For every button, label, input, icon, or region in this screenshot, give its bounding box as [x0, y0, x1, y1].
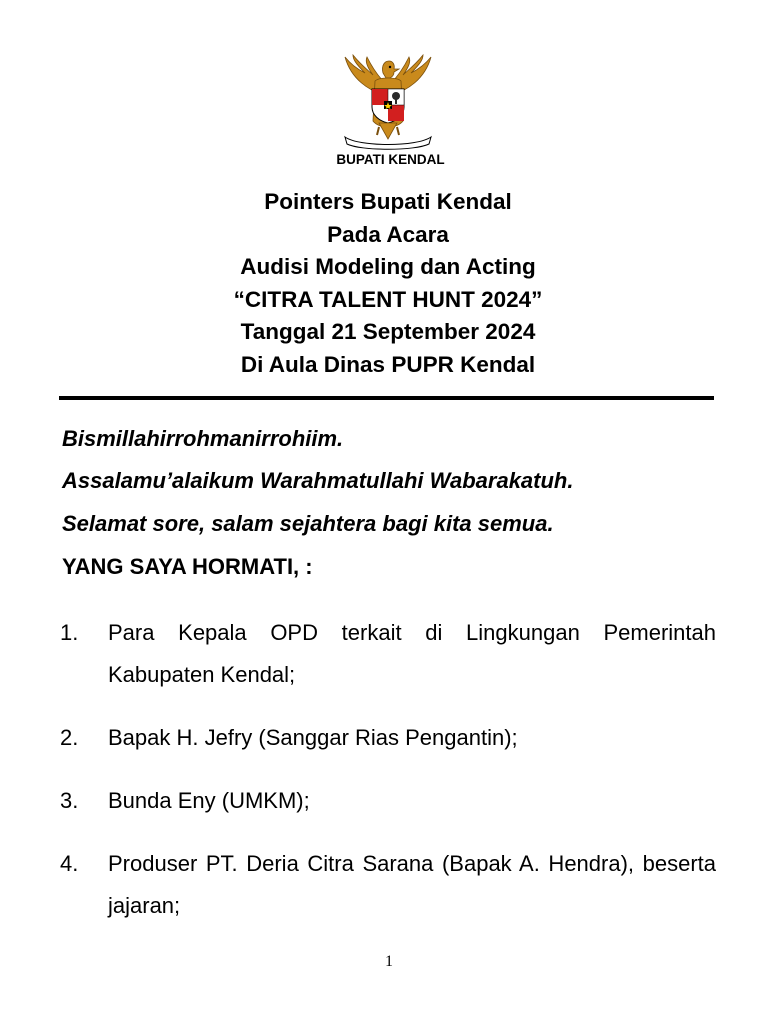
title-line: Audisi Modeling dan Acting [240, 254, 536, 279]
greeting-line: Assalamu’alaikum Warahmatullahi Wabarakatuh. [62, 468, 574, 493]
list-text: Bapak H. Jefry (Sanggar Rias Pengantin); [108, 725, 518, 750]
list-item [60, 843, 716, 927]
title-line: Di Aula Dinas PUPR Kendal [240, 351, 536, 377]
title-line: “CITRA TALENT HUNT 2024” [233, 286, 543, 312]
addressee-list [60, 612, 716, 948]
list-number: 1. [60, 620, 79, 645]
list-number: 2. [60, 725, 79, 750]
title-line: Pada Acara [327, 221, 449, 247]
office-name: BUPATI KENDAL [336, 152, 445, 167]
greeting-line: Selamat sore, salam sejahtera bagi kita semua. [62, 511, 554, 536]
honorific-heading: YANG SAYA HORMATI, : [62, 554, 313, 579]
page-number: 1 [385, 953, 393, 970]
list-number: 4. [60, 851, 79, 876]
list-item [60, 717, 716, 759]
title-divider [59, 396, 714, 400]
document-title [0, 186, 768, 381]
list-item [60, 780, 716, 822]
garuda-pancasila-emblem [339, 51, 437, 151]
title-line: Tanggal 21 September 2024 [240, 319, 536, 344]
greeting-line: Bismillahirrohmanirrohiim. [62, 426, 344, 451]
list-text: Bunda Eny (UMKM); [108, 788, 310, 813]
list-text: Para Kepala OPD terkait di Lingkungan Pemerintah Kabupaten Kendal; [108, 620, 716, 687]
list-number: 3. [60, 788, 79, 813]
list-item [60, 612, 716, 696]
title-line: Pointers Bupati Kendal [264, 189, 512, 214]
list-text: Produser PT. Deria Citra Sarana (Bapak A. Hendra), beserta jajaran; [108, 851, 716, 918]
